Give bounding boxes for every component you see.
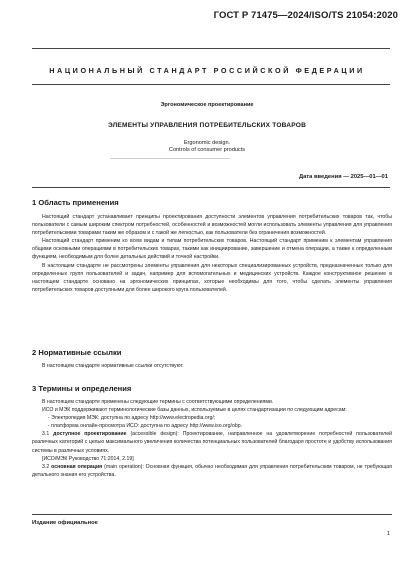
section-heading: 1 Область применения: [32, 198, 119, 207]
standard-title: НАЦИОНАЛЬНЫЙ СТАНДАРТ РОССИЙСКОЙ ФЕДЕРАЦИИ: [49, 66, 365, 75]
edition-label: Издание официальное: [32, 520, 98, 526]
section-normative-references: [32, 348, 392, 370]
section-heading: 2 Нормативные ссылки: [32, 348, 122, 357]
title-ru: ЭЛЕМЕНТЫ УПРАВЛЕНИЯ ПОТРЕБИТЕЛЬСКИХ ТОВАРОВ: [107, 122, 307, 129]
footer-divider: [32, 514, 392, 515]
page-number: 1: [386, 531, 390, 537]
intro-date: Дата введения — 2025—01—01: [298, 174, 388, 180]
paragraph: ИСО и МЭК поддерживают терминологические базы данных, используемые в целях стандартизации по следующим адресам:: [42, 407, 347, 414]
term-text: (accessible design): Проектирование, направленное на удовлетворение потребностей пользователей различных категорий с целью максимального увеличения количества потенциальных пользователей благодаря простоте и удобству использования системы в различных условиях.: [32, 431, 392, 454]
term-definition: [32, 430, 392, 454]
term-number: 3.2: [42, 463, 50, 470]
paragraph: Настоящий стандарт применим ко всем видам и типам потребительских товаров. Настоящий стандарт применим к элементам управления общими основными операциями в потребительских товарах, такими как инициирование, завершение и отмена операции, а также к определенным функциям, необходимым для более детальных действий и точной настройки.: [32, 238, 392, 261]
title-divider: [32, 187, 390, 188]
section-scope: [32, 198, 392, 294]
term-name: основная операция: [51, 463, 103, 470]
document-id: ГОСТ Р 71475—2024/ISO/TS 21054:2020: [213, 10, 398, 21]
paragraph: В настоящем стандарте применены следующие термины с соответствующими определениями.: [42, 399, 274, 405]
title-decorative-line: [110, 158, 230, 159]
subject-ru: Эргономическое проектирование: [160, 102, 254, 108]
title-en-line1: Ergonomic design.: [183, 140, 231, 146]
section-terms: [32, 384, 392, 479]
header-divider-top: [32, 48, 390, 49]
link-electropedia: - Электропедия МЭК: доступна по адресу http://www.electropedia.org/;: [48, 415, 216, 422]
term-name: доступное проектирование: [53, 431, 127, 438]
paragraph: Настоящий стандарт устанавливает принципы проектирования доступности элементов управления потребительских товаров так, чтобы пользователи с самым широким спектром потребностей, особенностей и возможностей могли использовать элементы управления для управления потребительскими товарами таким же образом и с такой же легкостью, как пользователи без ограничения возможностей.: [32, 214, 392, 237]
title-en-line2: Controls of consumer products: [168, 147, 246, 153]
paragraph: В настоящем стандарте нормативные ссылки отсутствуют.: [42, 363, 184, 369]
term-number: 3.1: [42, 431, 50, 438]
section-heading: 3 Термины и определения: [32, 384, 132, 393]
term-definition: [32, 463, 392, 479]
paragraph: В настоящем стандарте не рассмотрены элементы управления для некоторых специализированных устройств, предназначенных только для определенных групп пользователей и задач, например для вспомогательных и медицинских устройств. Каждое конструктивное решение в настоящем стандарте основано на эргономических принципах, которые необходимы для того, чтобы сделать элементы управления потребительских товаров доступными для более широкого круга пользователей.: [32, 262, 392, 293]
term-text: (main operation): Основная функция, обычно необходимая для управления потребительским товаром, не требующая детального знания его устройства.: [32, 463, 392, 478]
term-source: [ИСО/МЭК Руководство 71:2014, 2.19]: [42, 455, 134, 462]
link-iso-obp: - платформа онлайн-просмотра ИСО: доступна по адресу http://www.iso.org/obp.: [48, 423, 243, 430]
header-divider-bottom: [32, 84, 390, 85]
